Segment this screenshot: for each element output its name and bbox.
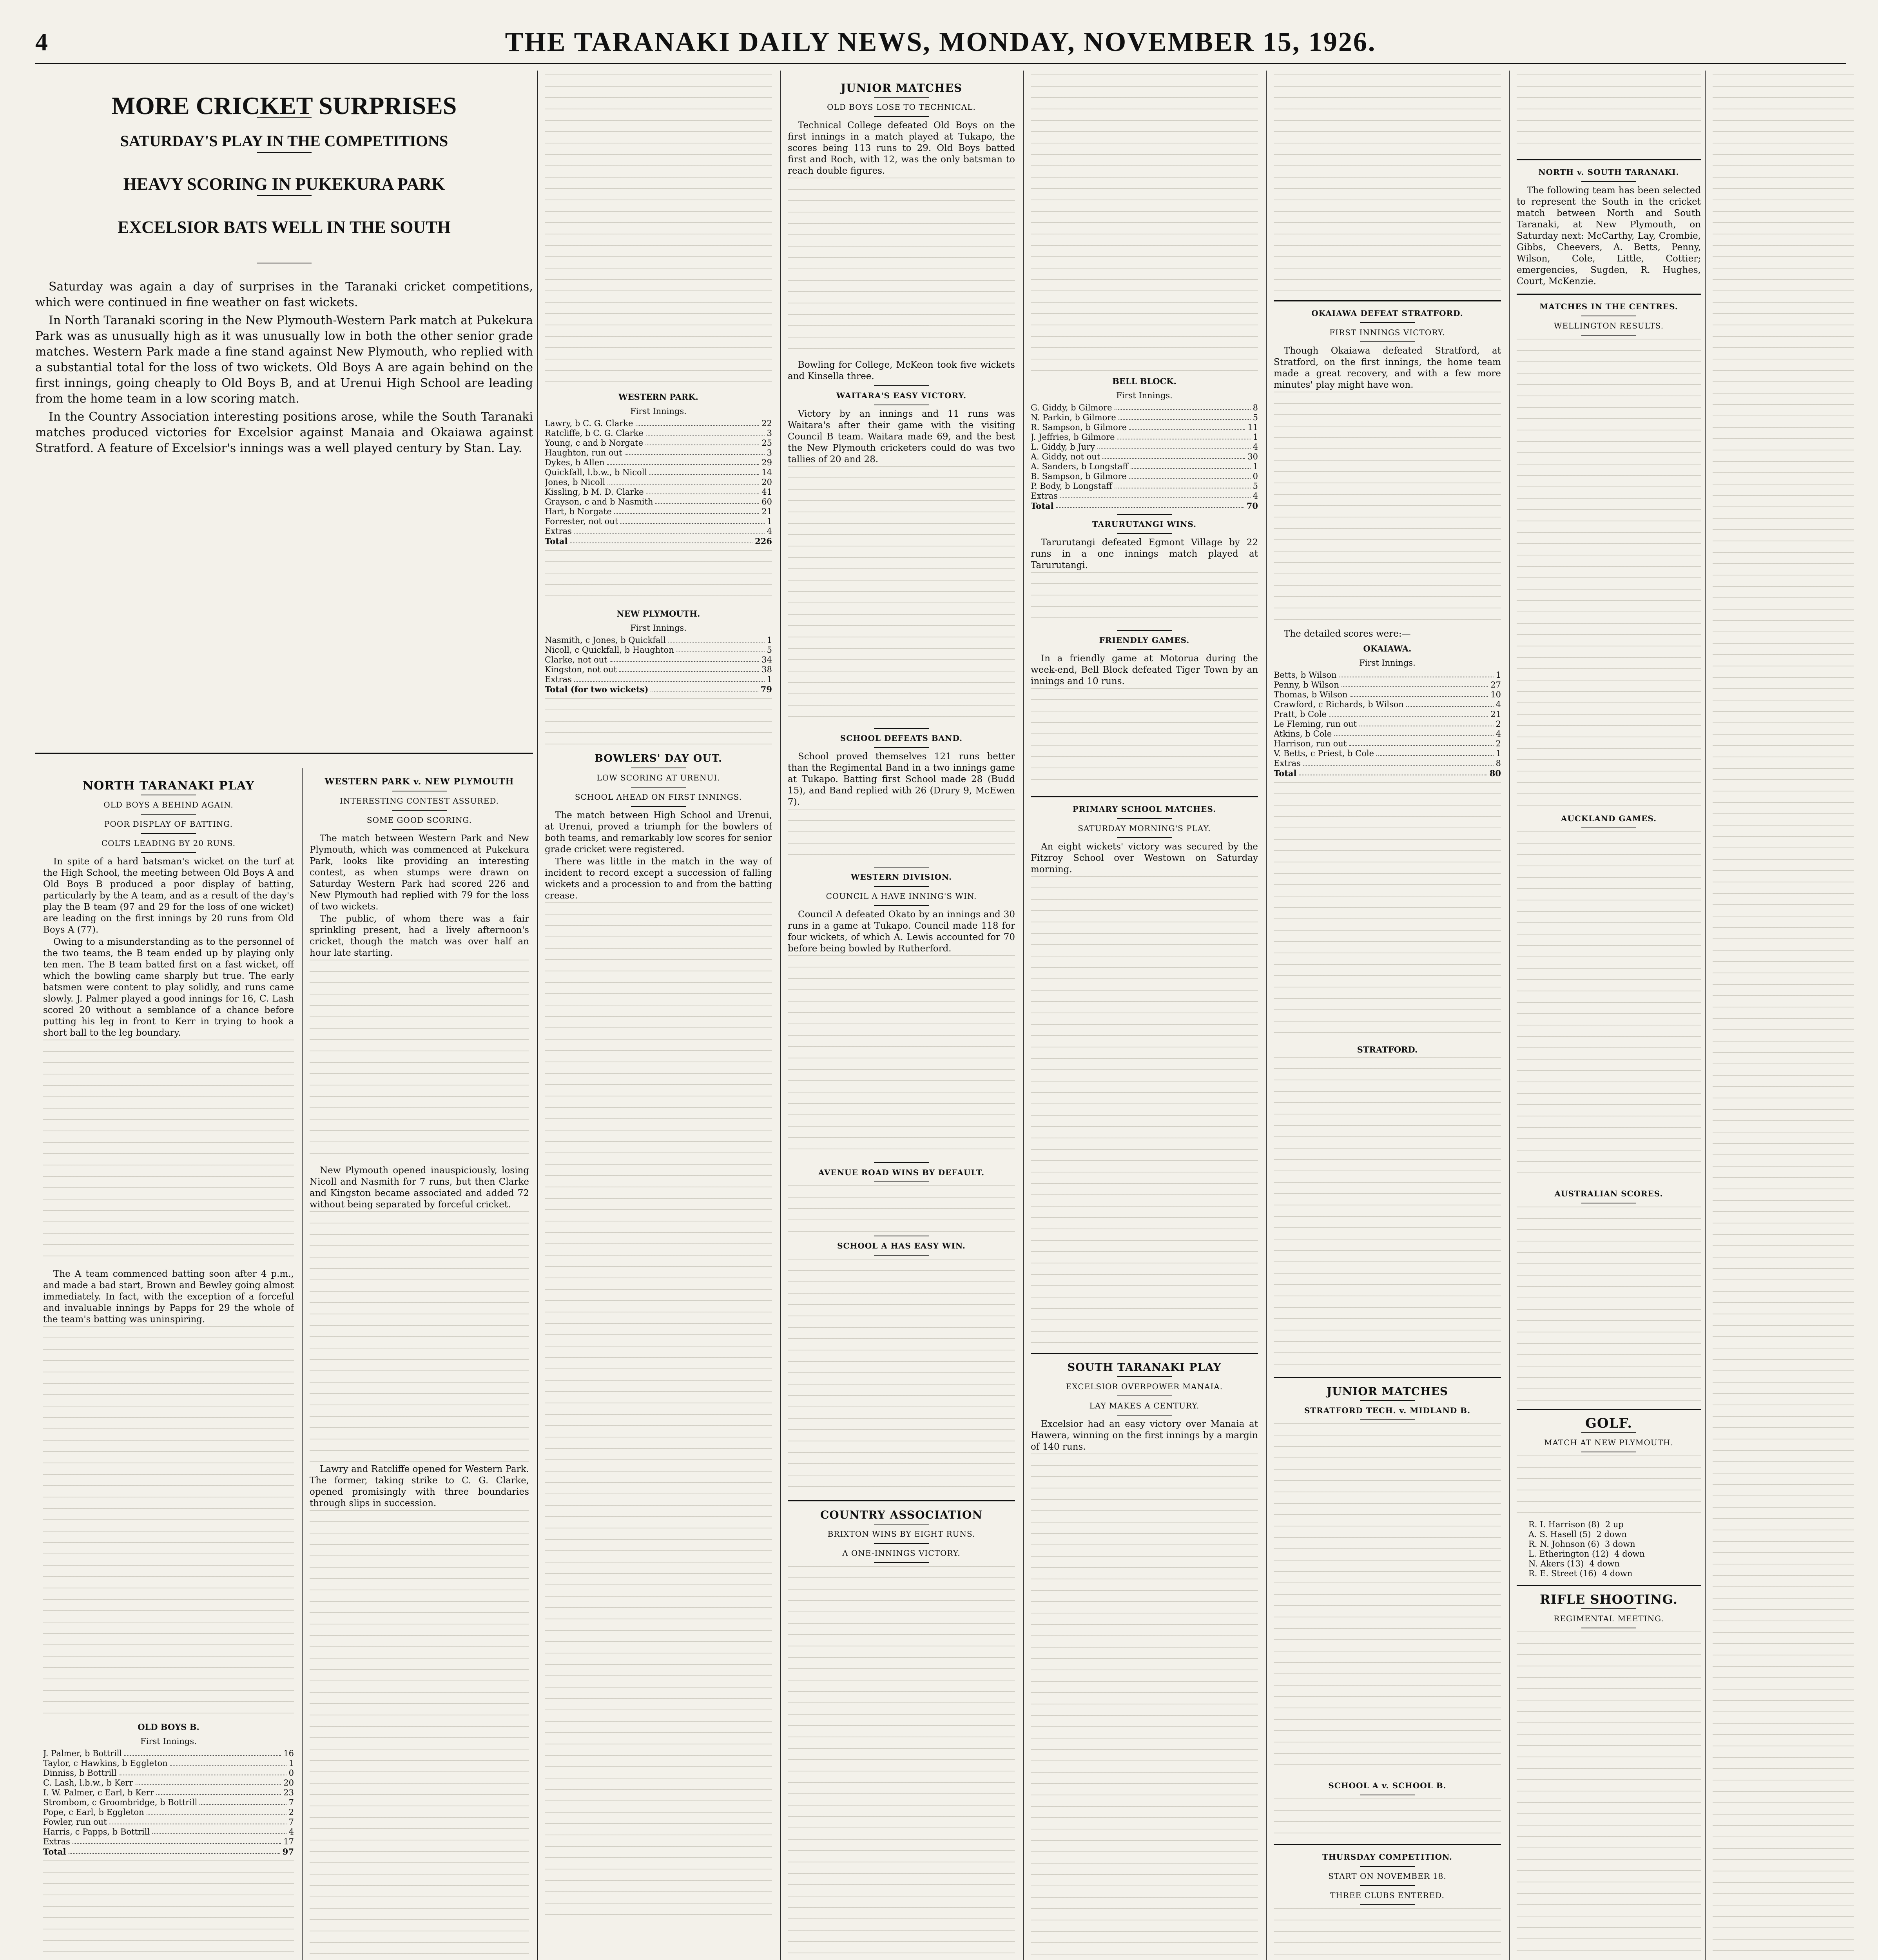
score-row: Pratt, b Cole 21	[1274, 710, 1501, 719]
subheading: INTERESTING CONTEST ASSURED.	[340, 796, 499, 806]
subheading: PRIMARY SCHOOL MATCHES.	[1072, 804, 1216, 814]
text-block	[1274, 392, 1501, 627]
text-block	[310, 1211, 529, 1462]
divider	[1360, 322, 1415, 323]
column-rule	[1023, 71, 1024, 1960]
text-block	[788, 466, 1015, 725]
text-block	[1274, 1423, 1501, 1776]
divider	[1517, 1409, 1701, 1410]
divider	[1117, 533, 1172, 534]
score-total: Total 70	[1031, 501, 1258, 511]
divider	[1274, 1844, 1501, 1845]
section-heading: WESTERN PARK v. NEW PLYMOUTH	[324, 777, 514, 787]
divider	[874, 1162, 929, 1163]
article-paragraph: In spite of a hard batsman's wicket on the turf at the High School, the meeting between Old Boys A and Old Boys B produced a poor display of batting, particularly by the A team, and as a result of the day's play the B team (97 and 29 for the loss of one wicket) are leading on the first innings by 20 runs from Old Boys A (77).	[43, 857, 294, 935]
text-block	[1274, 1057, 1501, 1370]
text-block	[1517, 1632, 1701, 1960]
score-row: Clarke, not out 34	[545, 655, 772, 664]
subheading: STRATFORD TECH. v. MIDLAND B.	[1304, 1406, 1471, 1415]
score-row: G. Giddy, b Gilmore 8	[1031, 403, 1258, 412]
subheading: OLD BOYS A BEHIND AGAIN.	[103, 800, 234, 809]
text-block	[1031, 572, 1258, 627]
section-heading: JUNIOR MATCHES	[840, 82, 963, 94]
score-row: A. Giddy, not out 30	[1031, 452, 1258, 461]
subheading: SATURDAY MORNING'S PLAY.	[1078, 824, 1211, 833]
article-paragraph: Though Okaiawa defeated Stratford, at Stratford, on the first innings, the home team made a great recovery, and with a few more minutes' play might have won.	[1274, 346, 1501, 390]
subheading: SOME GOOD SCORING.	[366, 815, 472, 825]
score-row: Harrison, run out 2	[1274, 739, 1501, 748]
divider	[1117, 514, 1172, 515]
score-total: Total 80	[1274, 768, 1501, 778]
divider	[1360, 1400, 1415, 1401]
golf-results	[1517, 1520, 1701, 1579]
divider	[1117, 837, 1172, 838]
text-block	[788, 809, 1015, 864]
score-row: Thomas, b Wilson 10	[1274, 690, 1501, 699]
text-block	[1031, 74, 1258, 372]
divider	[141, 852, 196, 853]
subheading: TARURUTANGI WINS.	[1092, 519, 1197, 529]
golf-row: A. S. Hasell (5) 2 down	[1528, 1530, 1627, 1539]
golf-row: N. Akers (13) 4 down	[1528, 1559, 1620, 1568]
score-row: N. Parkin, b Gilmore 5	[1031, 413, 1258, 422]
scorecard-ob-b	[43, 1749, 294, 1857]
innings-label: First Innings.	[1359, 658, 1416, 668]
score-row: Extras 4	[1031, 491, 1258, 501]
divider	[874, 747, 929, 748]
team-title: OLD BOYS B.	[138, 1722, 199, 1732]
team-title: NEW PLYMOUTH.	[616, 609, 700, 619]
score-row: Kissling, b M. D. Clarke 41	[545, 487, 772, 497]
golf-row: R. E. Street (16) 4 down	[1528, 1569, 1633, 1578]
text-block	[788, 1566, 1015, 1960]
article-paragraph: The detailed scores were:—	[1284, 629, 1411, 639]
divider	[874, 905, 929, 906]
text-block	[310, 1510, 529, 1960]
scorecard-bell-block	[1031, 403, 1258, 511]
subheading: NORTH v. SOUTH TARANAKI.	[1538, 167, 1679, 177]
innings-label: First Innings.	[1116, 391, 1173, 400]
divider	[1360, 1419, 1415, 1420]
divider	[874, 385, 929, 386]
score-row: Betts, b Wilson 1	[1274, 670, 1501, 680]
score-row: J. Jeffries, b Gilmore 1	[1031, 432, 1258, 442]
divider	[1117, 818, 1172, 819]
team-title: BELL BLOCK.	[1112, 376, 1176, 386]
innings-label: First Innings.	[630, 407, 687, 416]
score-row: Quickfall, l.b.w., b Nicoll 14	[545, 468, 772, 477]
score-row: Taylor, c Hawkins, b Eggleton 1	[43, 1759, 294, 1768]
text-block	[310, 960, 529, 1163]
subheading: OKAIAWA DEFEAT STRATFORD.	[1311, 309, 1463, 318]
article-paragraph: An eight wickets' victory was secured by the Fitzroy School over Westown on Saturday morning.	[1031, 842, 1258, 875]
divider	[1031, 796, 1258, 797]
column-western-park	[310, 772, 529, 1960]
score-row: Dinniss, b Bottrill 0	[43, 1768, 294, 1778]
text-block	[1517, 339, 1701, 809]
score-row: P. Body, b Longstaff 5	[1031, 481, 1258, 491]
lead-paragraph: In North Taranaki scoring in the New Plymouth-Western Park match at Pukekura Park was as unusually high as it was unusually low in both the other senior grade matches. Western Park made a fine stand against New Plymouth, who replied with a substantial total for the loss of two wickets. Old Boys A are again behind on the first innings, going cheaply to Old Boys B, and at Urenui High School are leading from the home team in a low scoring match.	[35, 314, 533, 406]
text-block	[788, 1185, 1015, 1232]
subheading: AVENUE ROAD WINS BY DEFAULT.	[818, 1168, 985, 1177]
text-block	[1274, 74, 1501, 294]
score-row: Pope, c Earl, b Eggleton 2	[43, 1808, 294, 1817]
divider	[1117, 630, 1172, 631]
divider	[874, 1562, 929, 1563]
divider	[392, 810, 447, 811]
divider	[1360, 1885, 1415, 1886]
divider	[1117, 649, 1172, 650]
scorecard-new-plymouth	[545, 635, 772, 694]
divider	[874, 116, 929, 117]
golf-row: L. Etherington (12) 4 down	[1528, 1549, 1645, 1559]
article-paragraph: The following team has been selected to represent the South in the cricket match between North and South Taranaki, at New Plymouth, on Saturday next: McCarthy, Lay, Crombie, Gibbs, Cheevers, A. Betts, Penny, Wilson, Cole, Little, Cottier; emergencies, Sugden, R. Hughes, Court, McKenzie.	[1517, 185, 1701, 287]
text-block	[545, 698, 772, 745]
score-row: Haughton, run out 3	[545, 448, 772, 457]
article-paragraph: Lawry and Ratcliffe opened for Western Park. The former, taking strike to C. G. Clarke, opened promisingly with three boundaries through slips in succession.	[310, 1464, 529, 1508]
section-heading: BOWLERS' DAY OUT.	[594, 753, 723, 764]
innings-label: First Innings.	[630, 623, 687, 633]
text-block	[43, 1040, 294, 1267]
article-paragraph: There was little in the match in the way of incident to record except a succession of falling wickets and a procession to and from the batting crease.	[545, 857, 772, 901]
team-title: OKAIAWA.	[1363, 644, 1412, 653]
divider	[257, 152, 312, 153]
subheading: OLD BOYS LOSE TO TECHNICAL.	[827, 102, 976, 112]
divider	[1360, 1866, 1415, 1867]
divider	[631, 787, 686, 788]
subheading: SCHOOL A v. SCHOOL B.	[1328, 1781, 1447, 1790]
divider	[874, 1543, 929, 1544]
divider	[392, 829, 447, 830]
section-heading: GOLF.	[1585, 1416, 1633, 1431]
score-total: Total (for two wickets) 79	[545, 684, 772, 694]
article-paragraph: Tarurutangi defeated Egmont Village by 22 runs in a one innings match played at Tarurutangi.	[1031, 537, 1258, 570]
subheading: LOW SCORING AT URENUI.	[596, 773, 720, 782]
divider	[257, 195, 312, 196]
divider	[1360, 341, 1415, 342]
page-number: 4	[35, 28, 48, 56]
score-row: Atkins, b Cole 4	[1274, 729, 1501, 739]
section-heading: SOUTH TARANAKI PLAY	[1067, 1361, 1222, 1374]
text-block	[1517, 831, 1701, 1184]
divider	[874, 97, 929, 98]
text-block	[1517, 1207, 1701, 1403]
score-row: Extras 1	[545, 675, 772, 684]
subheading: START ON NOVEMBER 18.	[1328, 1871, 1447, 1881]
text-block	[43, 1860, 294, 1960]
score-row: R. Sampson, b Gilmore 11	[1031, 423, 1258, 432]
text-block	[1274, 1798, 1501, 1838]
article-paragraph: The public, of whom there was a fair sprinkling present, had a lively afternoon's cricket, though the match was over half an hour late starting.	[310, 914, 529, 958]
divider	[1117, 1376, 1172, 1377]
divider	[631, 806, 686, 807]
article-paragraph: School proved themselves 121 runs better than the Regimental Band in a two innings game at Tukapo. Batting first School made 28 (Budd 15), and Band replied with 26 (Drury 9, McEwen 7).	[788, 751, 1015, 807]
divider	[1517, 159, 1701, 160]
section-heading: RIFLE SHOOTING.	[1540, 1592, 1678, 1607]
lead-deck-3: EXCELSIOR BATS WELL IN THE SOUTH	[118, 218, 451, 237]
subheading: COLTS LEADING BY 20 RUNS.	[101, 838, 236, 848]
divider	[788, 1500, 1015, 1501]
text-block	[788, 178, 1015, 358]
divider	[1581, 335, 1636, 336]
scorecard-okaiawa	[1274, 670, 1501, 778]
lead-rule	[35, 753, 533, 754]
score-row: Forrester, not out 1	[545, 517, 772, 526]
section-heading: JUNIOR MATCHES	[1326, 1385, 1448, 1398]
subheading: POOR DISPLAY OF BATTING.	[104, 819, 233, 829]
column-rule	[780, 71, 781, 1960]
divider	[874, 1181, 929, 1182]
text-block	[43, 1326, 294, 1718]
divider	[1274, 1377, 1501, 1378]
score-row: V. Betts, c Priest, b Cole 1	[1274, 749, 1501, 758]
score-row: Extras 17	[43, 1837, 294, 1846]
subheading: AUSTRALIAN SCORES.	[1554, 1189, 1663, 1198]
innings-label: First Innings.	[140, 1737, 197, 1746]
divider	[1581, 181, 1636, 182]
text-block	[545, 902, 772, 1922]
divider	[141, 833, 196, 834]
score-row: A. Sanders, b Longstaff 1	[1031, 462, 1258, 471]
score-total: Total 97	[43, 1847, 294, 1857]
divider	[1117, 1415, 1172, 1416]
lead-headline: MORE CRICKET SURPRISES	[111, 92, 457, 120]
text-block	[1517, 74, 1701, 153]
article-paragraph: Owing to a misunderstanding as to the personnel of the two teams, the B team ended up by playing only ten men. The B team batted first on a fast wicket, off which the bowling came sharply but true. The early batsmen were content to play solidly, and runs came slowly. J. Palmer played a good innings for 16, C. Lash scored 20 without a semblance of a chance before putting his leg in front to Kerr in trying to hook a short ball to the leg boundary.	[43, 937, 294, 1038]
column-north-taranaki	[43, 772, 294, 1960]
article-paragraph: The match between Western Park and New Plymouth, which was commenced at Pukekura Park, looks like providing an interesting contest, as when stumps were drawn on Saturday Western Park had scored 226 and New Plymouth had replied with 79 for the loss of two wickets.	[310, 833, 529, 912]
article-paragraph: Bowling for College, McKeon took five wickets and Kinsella three.	[788, 360, 1015, 381]
text-block	[788, 955, 1015, 1159]
divider	[1360, 1904, 1415, 1905]
score-row: B. Sampson, b Gilmore 0	[1031, 472, 1258, 481]
column-scores-western-park	[545, 74, 772, 1960]
subheading: WAITARA'S EASY VICTORY.	[836, 391, 967, 400]
team-title: STRATFORD.	[1357, 1045, 1418, 1054]
masthead	[35, 24, 1846, 64]
lead-story	[35, 74, 533, 459]
subheading: LAY MAKES A CENTURY.	[1089, 1401, 1200, 1410]
score-row: L. Giddy, b Jury 4	[1031, 442, 1258, 452]
text-block	[1517, 1455, 1701, 1518]
subheading: BRIXTON WINS BY EIGHT RUNS.	[827, 1529, 975, 1539]
score-row: J. Palmer, b Bottrill 16	[43, 1749, 294, 1758]
subheading: THREE CLUBS ENTERED.	[1330, 1891, 1445, 1900]
subheading: WELLINGTON RESULTS.	[1554, 321, 1664, 330]
divider	[874, 728, 929, 729]
lead-paragraph: Saturday was again a day of surprises in the Taranaki cricket competitions, which were continued in fine weather on fast wickets.	[35, 280, 533, 309]
score-row: Harris, c Papps, b Bottrill 4	[43, 1827, 294, 1837]
article-paragraph: Council A defeated Okato by an innings and 30 runs in a game at Tukapo. Council made 118 for four wickets, of which A. Lewis accounted for 70 before being bowled by Rutherford.	[788, 909, 1015, 954]
golf-row: R. I. Harrison (8) 2 up	[1528, 1520, 1624, 1529]
text-block	[788, 1259, 1015, 1494]
article-paragraph: In a friendly game at Motorua during the week-end, Bell Block defeated Tiger Town by an innings and 10 runs.	[1031, 653, 1258, 686]
score-row: Young, c and b Norgate 25	[545, 438, 772, 448]
subheading: THURSDAY COMPETITION.	[1322, 1852, 1452, 1862]
score-row: C. Lash, l.b.w., b Kerr 20	[43, 1778, 294, 1788]
subheading: EXCELSIOR OVERPOWER MANAIA.	[1066, 1382, 1223, 1391]
score-total: Total 226	[545, 536, 772, 546]
column-bell-block	[1031, 74, 1258, 1960]
score-row: Nasmith, c Jones, b Quickfall 1	[545, 635, 772, 645]
text-block	[545, 550, 772, 605]
lead-deck-1: SATURDAY'S PLAY IN THE COMPETITIONS	[120, 132, 448, 150]
newspaper-title: THE TARANAKI DAILY NEWS, MONDAY, NOVEMBER 15, 1926.	[505, 27, 1376, 57]
scorecard-western-park	[545, 419, 772, 546]
article-paragraph: Technical College defeated Old Boys on the first innings in a match played at Tukapo, the scores being 113 runs to 29. Old Boys batted first and Roch, with 12, was the only batsman to reach double figures.	[788, 120, 1015, 176]
article-paragraph: The A team commenced batting soon after 4 p.m., and made a bad start, Brown and Bewley going almost immediately. In fact, with the exception of a forceful and invaluable innings by Papps for 29 the whole of the team's batting was uninspiring.	[43, 1269, 294, 1325]
score-row: Crawford, c Richards, b Wilson 4	[1274, 700, 1501, 709]
article-paragraph: Excelsior had an easy victory over Manaia at Hawera, winning on the first innings by a margin of 140 runs.	[1031, 1419, 1258, 1452]
text-block	[1274, 1908, 1501, 1960]
score-row: Grayson, c and b Nasmith 60	[545, 497, 772, 506]
subheading: MATCH AT NEW PLYMOUTH.	[1544, 1438, 1673, 1447]
score-row: Strombom, c Groombridge, b Bottrill 7	[43, 1798, 294, 1807]
subheading: SCHOOL AHEAD ON FIRST INNINGS.	[575, 792, 742, 802]
divider	[1581, 1432, 1636, 1433]
subheading: FIRST INNINGS VICTORY.	[1329, 328, 1445, 337]
column-rule	[1509, 71, 1510, 1960]
score-row: Hart, b Norgate 21	[545, 507, 772, 516]
subheading: FRIENDLY GAMES.	[1099, 635, 1190, 645]
subheading: REGIMENTAL MEETING.	[1554, 1614, 1664, 1623]
text-block	[1713, 74, 1854, 1960]
score-row: Nicoll, c Quickfall, b Haughton 5	[545, 645, 772, 655]
score-row: Penny, b Wilson 27	[1274, 680, 1501, 690]
subheading: SCHOOL A HAS EASY WIN.	[837, 1241, 966, 1250]
score-row: I. W. Palmer, c Earl, b Kerr 23	[43, 1788, 294, 1797]
text-block	[1274, 782, 1501, 1041]
column-rule	[537, 71, 538, 1960]
subheading: WESTERN DIVISION.	[851, 872, 952, 882]
section-heading: COUNTRY ASSOCIATION	[820, 1508, 983, 1521]
golf-row: R. N. Johnson (6) 3 down	[1528, 1539, 1635, 1549]
article-paragraph: New Plymouth opened inauspiciously, losing Nicoll and Nasmith for 7 runs, but then Clarke and Kingston became associated and added 72 without being separated by forceful cricket.	[310, 1165, 529, 1210]
text-block	[1031, 876, 1258, 1347]
lead-deck-2: HEAVY SCORING IN PUKEKURA PARK	[123, 174, 445, 194]
divider	[1581, 1608, 1636, 1609]
lead-paragraph: In the Country Association interesting positions arose, while the South Taranaki matches produced victories for Excelsior against Manaia and Okaiawa against Stratford. A feature of Excelsior's innings was a well played century by Stan. Lay.	[35, 410, 533, 455]
score-row: Kingston, not out 38	[545, 665, 772, 674]
score-row: Extras 4	[545, 526, 772, 536]
article-paragraph: The match between High School and Urenui, at Urenui, proved a triumph for the bowlers of both teams, and remarkably low scores for senior grade cricket were registered.	[545, 810, 772, 855]
subheading: MATCHES IN THE CENTRES.	[1539, 302, 1678, 311]
column-rule	[1266, 71, 1267, 1960]
column-junior-matches	[788, 74, 1015, 1960]
divider	[141, 814, 196, 815]
score-row: Jones, b Nicoll 20	[545, 477, 772, 487]
column-rule	[1705, 71, 1706, 1960]
divider	[1274, 300, 1501, 301]
column-rule	[302, 768, 303, 1960]
subheading: COUNCIL A HAVE INNING'S WIN.	[826, 891, 977, 901]
subheading: AUCKLAND GAMES.	[1561, 814, 1657, 823]
text-block	[1031, 1454, 1258, 1960]
divider	[1517, 294, 1701, 295]
subheading: A ONE-INNINGS VICTORY.	[842, 1548, 961, 1558]
score-row: Extras 8	[1274, 759, 1501, 768]
divider	[874, 886, 929, 887]
section-heading: NORTH TARANAKI PLAY	[82, 779, 255, 793]
column-margin	[1713, 74, 1854, 1960]
column-okaiawa	[1274, 74, 1501, 1960]
subheading: SCHOOL DEFEATS BAND.	[840, 733, 963, 743]
article-paragraph: Victory by an innings and 11 runs was Waitara's after their game with the visiting Council B team. Waitara made 69, and the best the New Plymouth cricketers could do was two tallies of 20 and 28.	[788, 409, 1015, 465]
text-block	[545, 74, 772, 388]
score-row: Ratcliffe, b C. G. Clarke 3	[545, 428, 772, 438]
divider	[1031, 1353, 1258, 1354]
score-row: Fowler, run out 7	[43, 1817, 294, 1827]
score-row: Dykes, b Allen 29	[545, 458, 772, 467]
divider	[874, 1255, 929, 1256]
text-block	[1031, 688, 1258, 790]
divider	[1517, 1585, 1701, 1586]
score-row: Le Fleming, run out 2	[1274, 719, 1501, 729]
team-title: WESTERN PARK.	[618, 392, 698, 402]
score-row: Lawry, b C. G. Clarke 22	[545, 419, 772, 428]
column-centres	[1517, 74, 1701, 1960]
